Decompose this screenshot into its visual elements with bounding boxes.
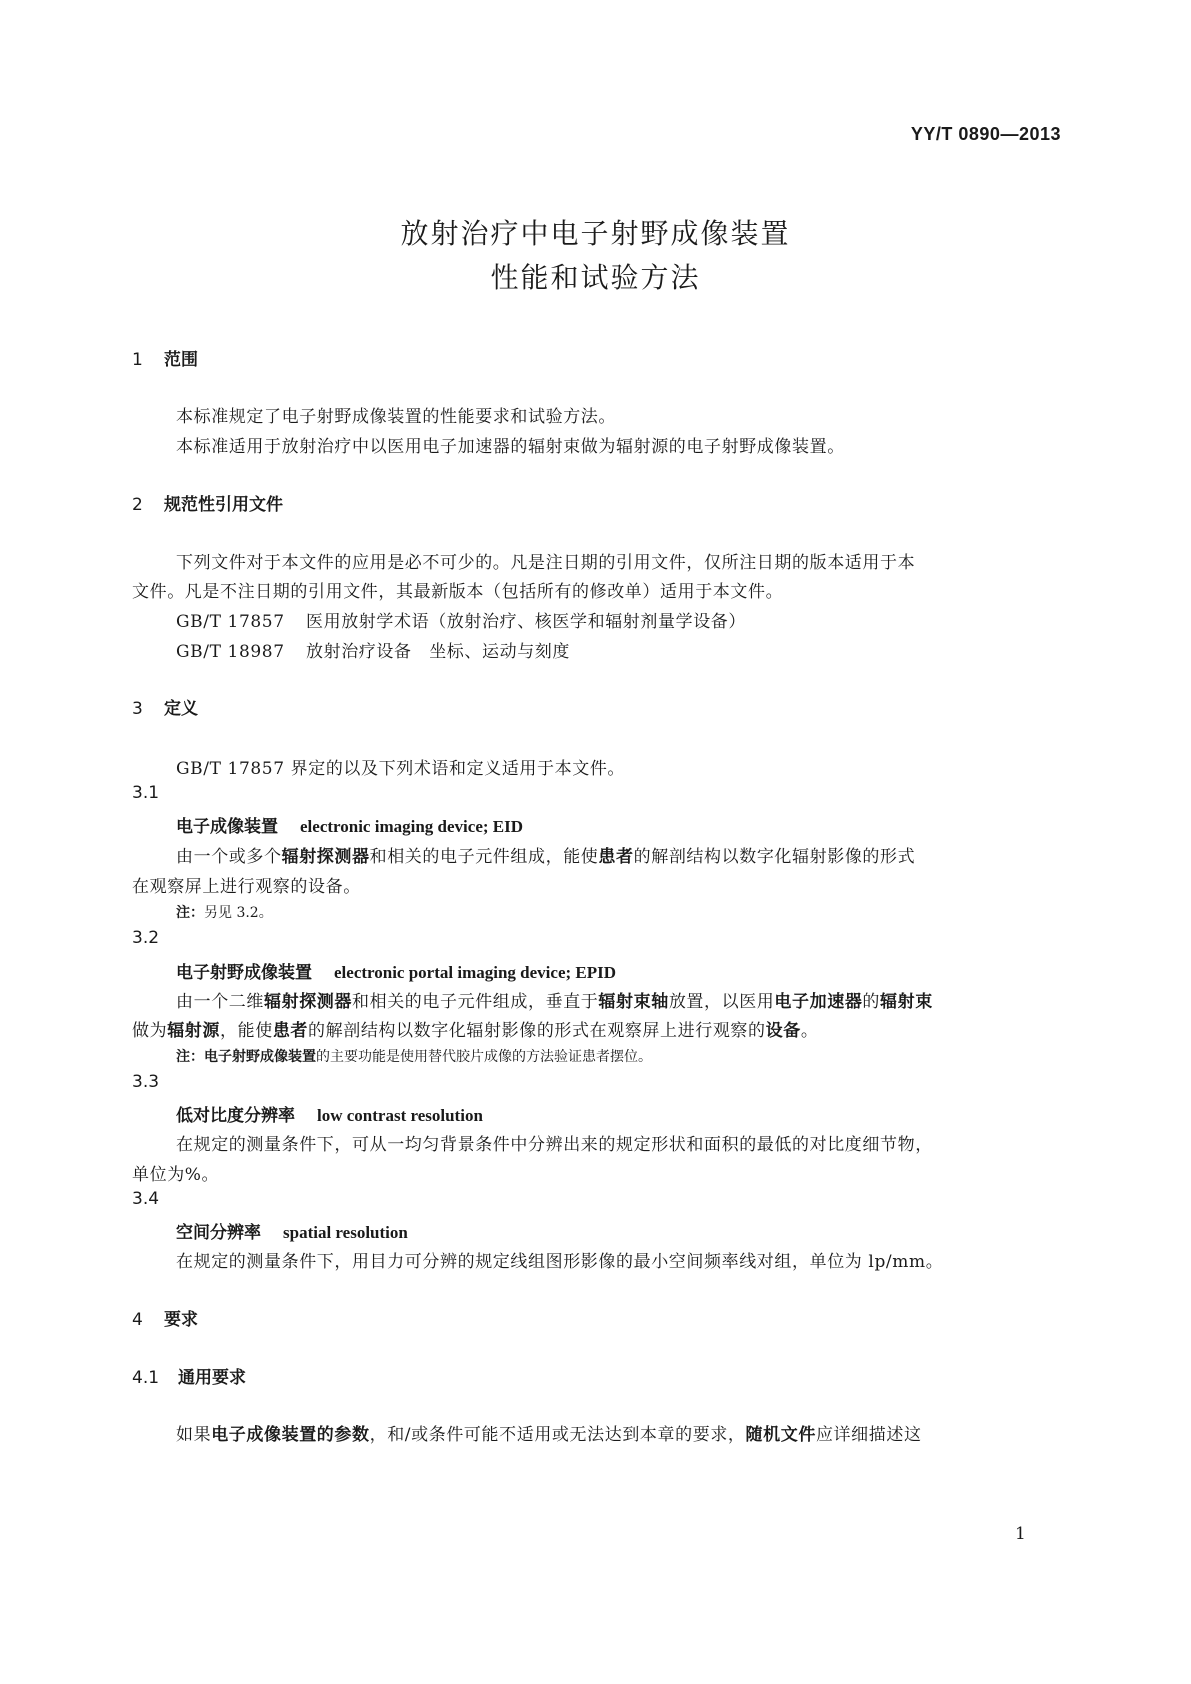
reference-name: 放射治疗设备 坐标、运动与刻度 bbox=[306, 642, 570, 662]
subsection-4-1-heading bbox=[132, 1363, 246, 1388]
definition-text: 单位为%。 bbox=[132, 1165, 220, 1185]
section-title: 要求 bbox=[164, 1310, 198, 1330]
section-number: 1 bbox=[132, 350, 143, 370]
term-ref: 辐射束轴 bbox=[598, 992, 669, 1012]
term-ref: 电子加速器 bbox=[774, 992, 863, 1012]
reference-code: GB/T 18987 bbox=[176, 642, 285, 662]
section-title: 通用要求 bbox=[178, 1368, 246, 1388]
section-number: 3 bbox=[132, 699, 143, 719]
paragraph: GB/T 17857 界定的以及下列术语和定义适用于本文件。 bbox=[176, 759, 626, 779]
text-run: 如果 bbox=[176, 1425, 212, 1445]
text-run: ，能使 bbox=[220, 1021, 273, 1041]
definition-text: 在规定的测量条件下，可从一均匀背景条件中分辨出来的规定形状和面积的最低的对比度细节物， bbox=[176, 1135, 933, 1155]
text-run: 的解剖结构以数字化辐射影像的形式 bbox=[633, 847, 916, 867]
term-ref: 辐射探测器 bbox=[281, 847, 370, 867]
standard-number: YY/T 0890—2013 bbox=[910, 124, 1061, 144]
term-ref: 患者 bbox=[598, 847, 634, 867]
term-ref: 患者 bbox=[272, 1021, 309, 1041]
text-run: 放置，以医用 bbox=[668, 992, 775, 1012]
reference-code: GB/T 17857 bbox=[176, 612, 285, 632]
section-title: 定义 bbox=[164, 699, 198, 719]
text-run: 的 bbox=[862, 992, 881, 1012]
text-run: 。 bbox=[800, 1021, 819, 1041]
term-heading bbox=[176, 1101, 483, 1126]
term-ref: 辐射束 bbox=[880, 992, 933, 1012]
term-zh: 电子成像装置 bbox=[176, 817, 278, 837]
section-number: 2 bbox=[132, 495, 143, 515]
paragraph bbox=[176, 1420, 922, 1445]
reference-item bbox=[176, 607, 746, 632]
paragraph: 本标准适用于放射治疗中以医用电子加速器的辐射束做为辐射源的电子射野成像装置。 bbox=[176, 437, 845, 457]
section-number: 4 bbox=[132, 1310, 143, 1330]
term-en: spatial resolution bbox=[283, 1223, 408, 1242]
section-4-heading bbox=[132, 1305, 198, 1330]
term-zh: 低对比度分辨率 bbox=[176, 1106, 295, 1126]
paragraph: 本标准规定了电子射野成像装置的性能要求和试验方法。 bbox=[176, 407, 616, 427]
term-ref: 设备 bbox=[765, 1021, 801, 1041]
term-heading bbox=[176, 1218, 408, 1243]
clause-number: 3.1 bbox=[132, 783, 160, 803]
section-title: 范围 bbox=[164, 350, 198, 370]
section-number: 4.1 bbox=[132, 1368, 160, 1388]
section-3-heading bbox=[132, 694, 198, 719]
term-ref: 辐射探测器 bbox=[264, 992, 352, 1012]
text-run: 做为 bbox=[132, 1021, 168, 1041]
term-en: electronic imaging device; EID bbox=[300, 817, 524, 836]
term-heading bbox=[176, 812, 523, 837]
term-heading bbox=[176, 958, 616, 983]
text-run: 和相关的电子元件组成，垂直于 bbox=[352, 992, 599, 1012]
clause-number: 3.2 bbox=[132, 928, 160, 948]
term-en: low contrast resolution bbox=[317, 1106, 483, 1125]
text-run: 的解剖结构以数字化辐射影像的形式在观察屏上进行观察的 bbox=[308, 1021, 766, 1041]
section-2-heading bbox=[132, 490, 283, 515]
reference-name: 医用放射学术语（放射治疗、核医学和辐射剂量学设备） bbox=[306, 612, 746, 632]
term-ref: 电子成像装置的参数 bbox=[211, 1425, 370, 1445]
note-label: 注： bbox=[176, 905, 204, 921]
definition-text: 在观察屏上进行观察的设备。 bbox=[132, 877, 361, 897]
term-en: electronic portal imaging device; EPID bbox=[334, 963, 617, 982]
note bbox=[176, 1046, 652, 1066]
text-run: 由一个二维 bbox=[176, 992, 264, 1012]
definition-text bbox=[176, 987, 933, 1012]
clause-number: 3.3 bbox=[132, 1072, 160, 1092]
clause-number: 3.4 bbox=[132, 1189, 160, 1209]
definition-text bbox=[176, 842, 915, 867]
note-label: 注： bbox=[176, 1049, 204, 1065]
term-zh: 空间分辨率 bbox=[176, 1223, 261, 1243]
note-term: 电子射野成像装置 bbox=[204, 1049, 316, 1065]
paragraph: 文件。凡是不注日期的引用文件，其最新版本（包括所有的修改单）适用于本文件。 bbox=[132, 582, 784, 602]
page-number: 1 bbox=[1015, 1524, 1026, 1544]
text-run: 由一个或多个 bbox=[176, 847, 282, 867]
definition-text: 在规定的测量条件下，用目力可分辨的规定线组图形影像的最小空间频率线对组，单位为 lp/mm。 bbox=[176, 1252, 944, 1272]
term-ref: 随机文件 bbox=[745, 1425, 816, 1445]
document-title-line2: 性能和试验方法 bbox=[490, 261, 701, 294]
section-1-heading bbox=[132, 345, 198, 370]
note-text: 的主要功能是使用替代胶片成像的方法验证患者摆位。 bbox=[316, 1049, 652, 1065]
term-ref: 辐射源 bbox=[167, 1021, 221, 1041]
document-title-line1: 放射治疗中电子射野成像装置 bbox=[400, 217, 791, 250]
reference-item bbox=[176, 637, 570, 662]
note-text: 另见 3.2。 bbox=[204, 905, 273, 921]
text-run: ，和/或条件可能不适用或无法达到本章的要求， bbox=[369, 1425, 746, 1445]
section-title: 规范性引用文件 bbox=[164, 495, 283, 515]
text-run: 应详细描述这 bbox=[815, 1425, 922, 1445]
note bbox=[176, 902, 273, 922]
definition-text bbox=[132, 1016, 818, 1041]
paragraph: 下列文件对于本文件的应用是必不可少的。凡是注日期的引用文件，仅所注日期的版本适用于本 bbox=[176, 553, 916, 573]
text-run: 和相关的电子元件组成，能使 bbox=[369, 847, 599, 867]
term-zh: 电子射野成像装置 bbox=[176, 963, 312, 983]
